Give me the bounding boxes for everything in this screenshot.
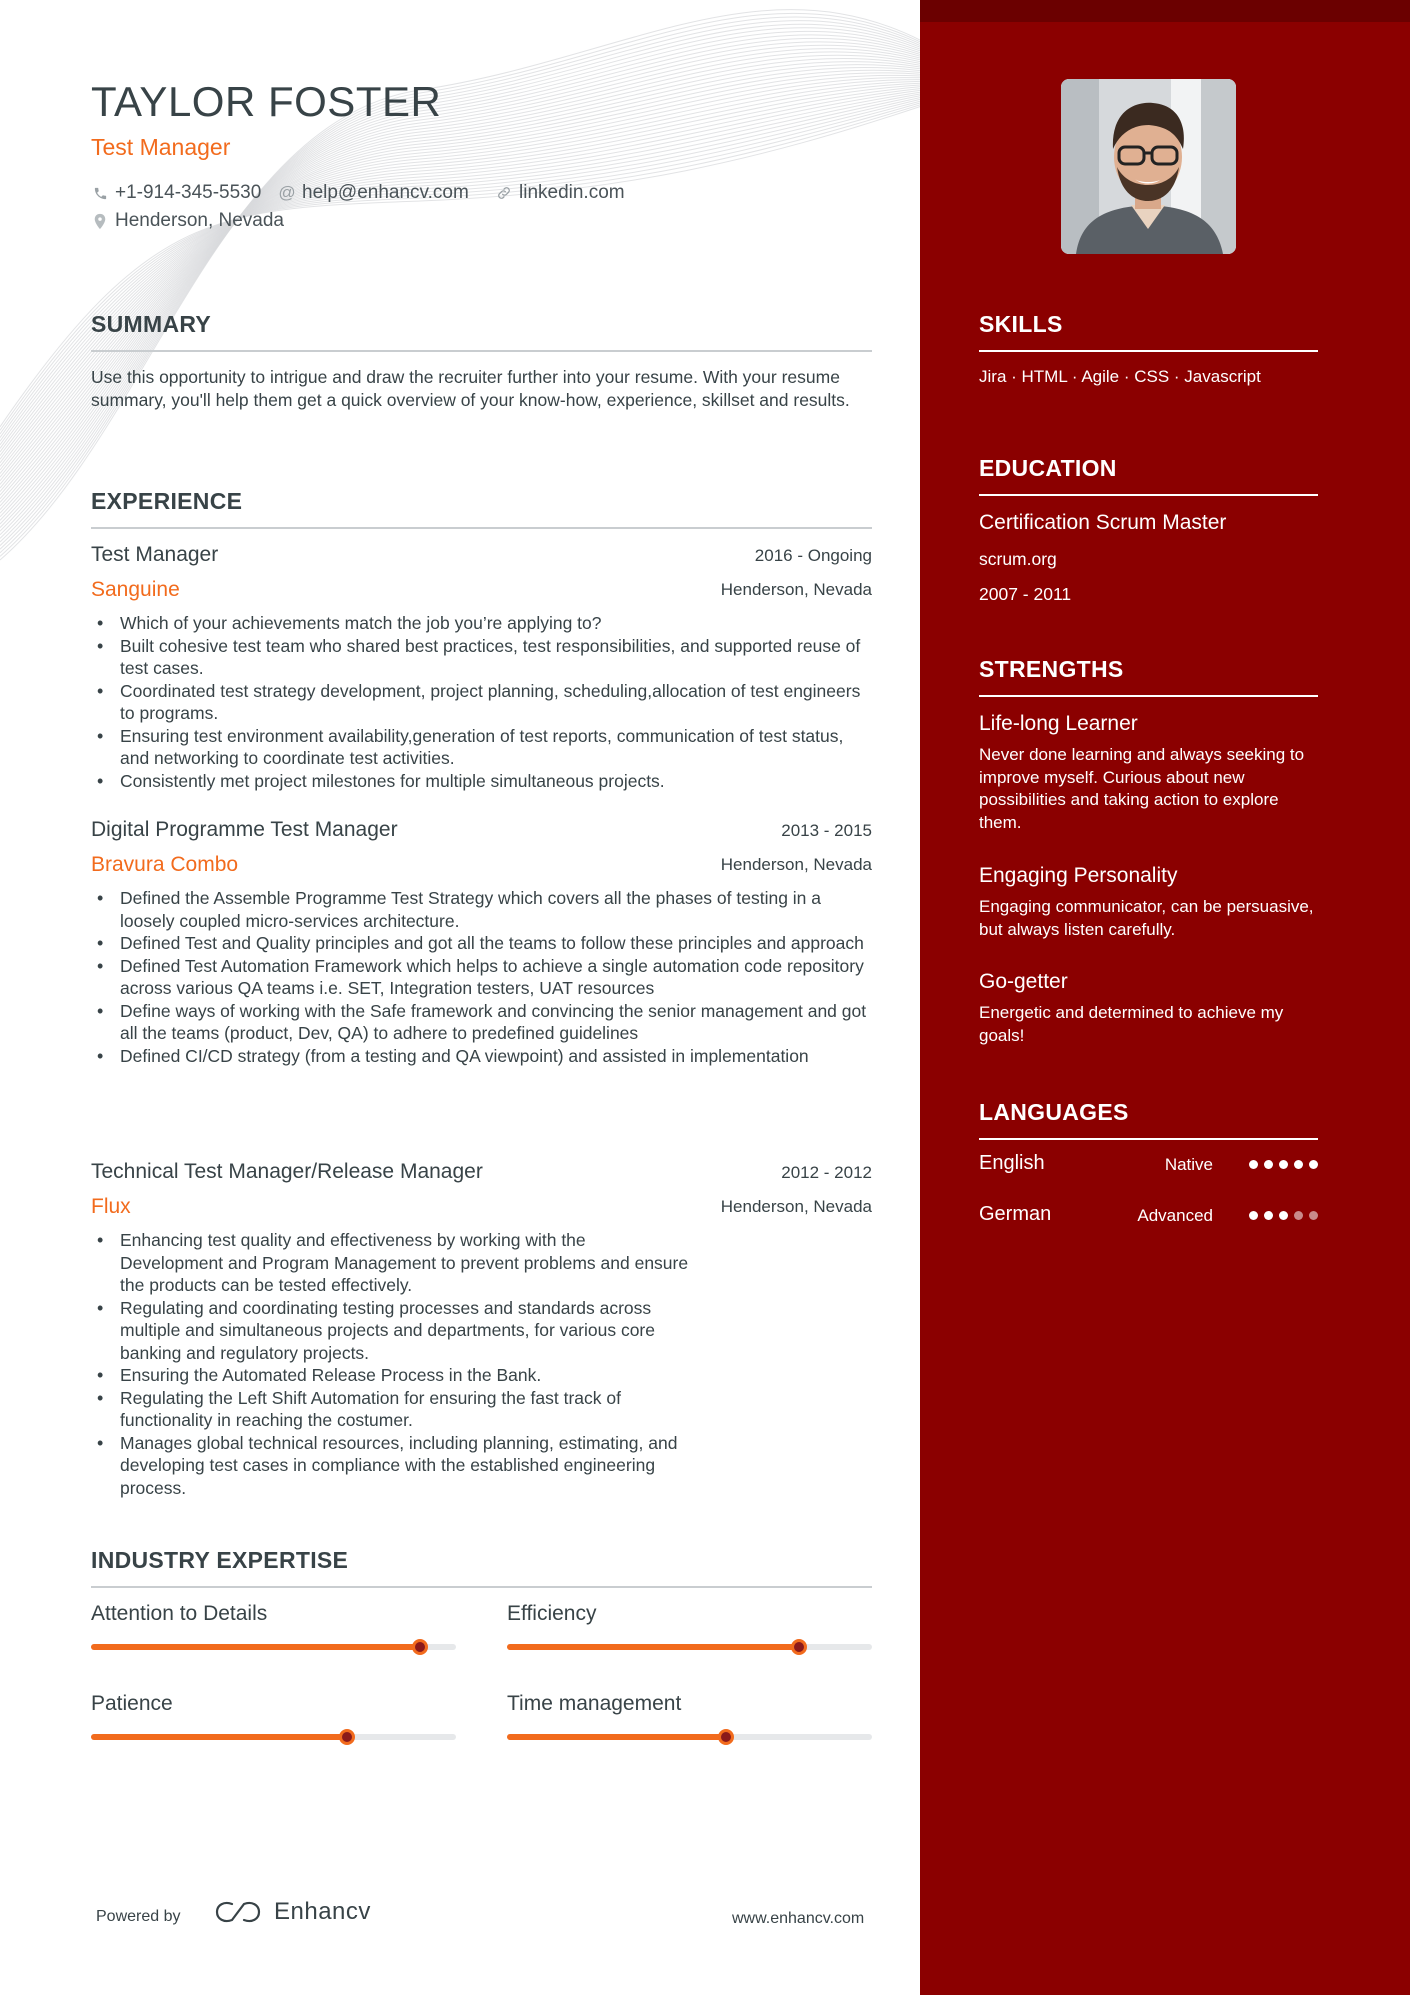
summary-divider	[91, 350, 872, 352]
skills-list: Jira · HTML · Agile · CSS · Javascript	[979, 367, 1261, 386]
job-bullet: • Which of your achievements match the job you’re applying to?	[91, 612, 872, 635]
expertise-label: Efficiency	[507, 1602, 597, 1625]
strength-description: Never done learning and always seeking to improve myself. Curious about new possibilities and taking action to explore them.	[979, 745, 1305, 832]
strength-item	[979, 970, 1318, 1047]
job-bullets	[91, 612, 872, 792]
expertise-label: Attention to Details	[91, 1602, 268, 1625]
industry-expertise-heading: INDUSTRY EXPERTISE	[91, 1547, 349, 1573]
expertise-track	[91, 1734, 456, 1740]
education-degree: Certification Scrum Master	[979, 511, 1227, 534]
rating-dot	[1309, 1211, 1318, 1220]
job-bullet: • Enhancing test quality and effectiveness by working with the Development and Program Management to prevent problems and ensure the products can be tested effectively.	[91, 1229, 691, 1297]
contact-email[interactable]	[278, 182, 469, 204]
profile-photo	[1061, 79, 1236, 254]
footer-website[interactable]: www.enhancv.com	[732, 1910, 865, 1927]
job-role: Technical Test Manager/Release Manager	[91, 1160, 483, 1183]
strength-description: Energetic and determined to achieve my goals!	[979, 1003, 1284, 1045]
language-level: Native	[1164, 1155, 1213, 1174]
rating-dot	[1294, 1211, 1303, 1220]
experience-heading: EXPERIENCE	[91, 488, 243, 514]
language-name: German	[979, 1203, 1052, 1225]
rating-dot	[1249, 1160, 1258, 1169]
contact-location	[91, 210, 284, 232]
phone-text: +1-914-345-5530	[115, 182, 262, 203]
education-divider	[979, 494, 1318, 496]
sidebar-top-band	[920, 0, 1410, 22]
expertise-fill	[91, 1734, 347, 1740]
expertise-fill	[91, 1644, 420, 1650]
strength-item	[979, 864, 1318, 941]
strength-name: Life-long Learner	[979, 712, 1138, 735]
expertise-knob	[339, 1729, 355, 1745]
languages-divider	[979, 1138, 1318, 1140]
summary-heading: SUMMARY	[91, 311, 212, 337]
candidate-name: TAYLOR FOSTER	[91, 78, 442, 125]
contact-phone[interactable]	[91, 182, 261, 204]
experience-entry	[91, 818, 872, 1067]
rating-dot	[1249, 1211, 1258, 1220]
language-level: Advanced	[1137, 1206, 1213, 1225]
strengths-divider	[979, 695, 1318, 697]
phone-icon	[91, 186, 109, 201]
languages-heading: LANGUAGES	[979, 1099, 1129, 1125]
job-bullet: • Regulating and coordinating testing processes and standards across multiple and simultaneous projects and departments, for various core banking and regulatory projects.	[91, 1297, 691, 1365]
summary-text: Use this opportunity to intrigue and draw the recruiter further into your resume. With your resume summary, you'll help them get a quick overview of your know-how, experience, skillset and results.	[91, 367, 850, 410]
strength-description: Engaging communicator, can be persuasive, but always listen carefully.	[979, 897, 1314, 939]
job-dates: 2016 - Ongoing	[754, 546, 872, 565]
job-role: Test Manager	[91, 543, 219, 566]
education-years: 2007 - 2011	[979, 584, 1072, 604]
profile-photo-illustration	[1061, 79, 1236, 254]
education-heading: EDUCATION	[979, 455, 1117, 481]
experience-divider	[91, 527, 872, 529]
experience-entry	[91, 543, 872, 792]
language-item	[979, 1152, 1318, 1182]
job-bullet: • Built cohesive test team who shared best practices, test responsibilities, and supported reuse of test cases.	[91, 635, 872, 680]
link-icon	[495, 185, 513, 201]
job-dates: 2012 - 2012	[781, 1163, 872, 1182]
job-bullet: • Ensuring test environment availability,generation of test reports, communication of test status, and networking to coordinate test activities.	[91, 725, 872, 770]
job-bullet: • Regulating the Left Shift Automation for ensuring the fast track of functionality in reaching the costumer.	[91, 1387, 691, 1432]
expertise-track	[507, 1644, 872, 1650]
expertise-fill	[507, 1644, 799, 1650]
at-icon: @	[278, 183, 296, 202]
job-bullets	[91, 887, 872, 1067]
rating-dot	[1279, 1211, 1288, 1220]
expertise-item	[91, 1692, 456, 1716]
rating-dot	[1294, 1160, 1303, 1169]
industry-expertise-divider	[91, 1586, 872, 1588]
expertise-fill	[507, 1734, 726, 1740]
expertise-track	[91, 1644, 456, 1650]
rating-dot	[1309, 1160, 1318, 1169]
language-rating	[1249, 1211, 1318, 1220]
enhancv-brand-name: Enhancv	[274, 1898, 371, 1925]
email-text: help@enhancv.com	[302, 182, 469, 203]
enhancv-logo[interactable]	[214, 1898, 371, 1926]
job-bullet: • Consistently met project milestones for multiple simultaneous projects.	[91, 770, 872, 793]
language-rating	[1249, 1160, 1318, 1169]
job-bullet: • Defined the Assemble Programme Test Strategy which covers all the phases of testing in a loosely coupled micro-services architecture.	[91, 887, 872, 932]
rating-dot	[1264, 1160, 1273, 1169]
job-role: Digital Programme Test Manager	[91, 818, 398, 841]
job-bullet: • Coordinated test strategy development, project planning, scheduling,allocation of test engineers to programs.	[91, 680, 872, 725]
job-location: Henderson, Nevada	[720, 1197, 872, 1216]
enhancv-logo-icon	[214, 1899, 262, 1925]
expertise-label: Time management	[507, 1692, 682, 1715]
job-bullet: • Defined CI/CD strategy (from a testing and QA viewpoint) and assisted in implementation	[91, 1045, 872, 1068]
candidate-title: Test Manager	[91, 134, 231, 160]
location-pin-icon	[91, 213, 109, 230]
language-item	[979, 1203, 1318, 1233]
experience-entry	[91, 1160, 872, 1499]
job-company: Bravura Combo	[91, 853, 239, 876]
job-company: Sanguine	[91, 578, 180, 601]
sidebar	[920, 0, 1410, 1995]
expertise-label: Patience	[91, 1692, 173, 1715]
education-school: scrum.org	[979, 549, 1057, 569]
powered-by-label: Powered by	[96, 1908, 181, 1925]
expertise-knob	[791, 1639, 807, 1655]
language-name: English	[979, 1152, 1045, 1174]
strengths-heading: STRENGTHS	[979, 656, 1124, 682]
expertise-item	[507, 1602, 872, 1626]
expertise-track	[507, 1734, 872, 1740]
rating-dot	[1264, 1211, 1273, 1220]
job-location: Henderson, Nevada	[720, 580, 872, 599]
job-bullet: • Ensuring the Automated Release Process in the Bank.	[91, 1364, 691, 1387]
strength-item	[979, 712, 1318, 834]
job-bullet: • Defined Test and Quality principles and got all the teams to follow these principles and approach	[91, 932, 872, 955]
job-bullet: • Defined Test Automation Framework which helps to achieve a single automation code repository across various QA teams i.e. SET, Integration testers, UAT resources	[91, 955, 872, 1000]
job-company: Flux	[91, 1195, 131, 1218]
skills-heading: SKILLS	[979, 311, 1063, 337]
job-bullet: • Define ways of working with the Safe framework and convincing the senior management and got all the teams (product, Dev, QA) to adhere to predefined guidelines	[91, 1000, 872, 1045]
skills-divider	[979, 350, 1318, 352]
expertise-knob	[412, 1639, 428, 1655]
job-bullets	[91, 1229, 691, 1499]
strength-name: Engaging Personality	[979, 864, 1178, 887]
expertise-item	[507, 1692, 872, 1716]
strength-name: Go-getter	[979, 970, 1068, 993]
job-location: Henderson, Nevada	[720, 855, 872, 874]
expertise-item	[91, 1602, 456, 1626]
linkedin-text: linkedin.com	[519, 182, 625, 203]
location-text: Henderson, Nevada	[115, 210, 284, 231]
job-dates: 2013 - 2015	[781, 821, 872, 840]
job-bullet: • Manages global technical resources, including planning, estimating, and developing test cases in compliance with the established engineering process.	[91, 1432, 691, 1500]
contact-linkedin[interactable]	[495, 182, 625, 204]
expertise-knob	[718, 1729, 734, 1745]
rating-dot	[1279, 1160, 1288, 1169]
